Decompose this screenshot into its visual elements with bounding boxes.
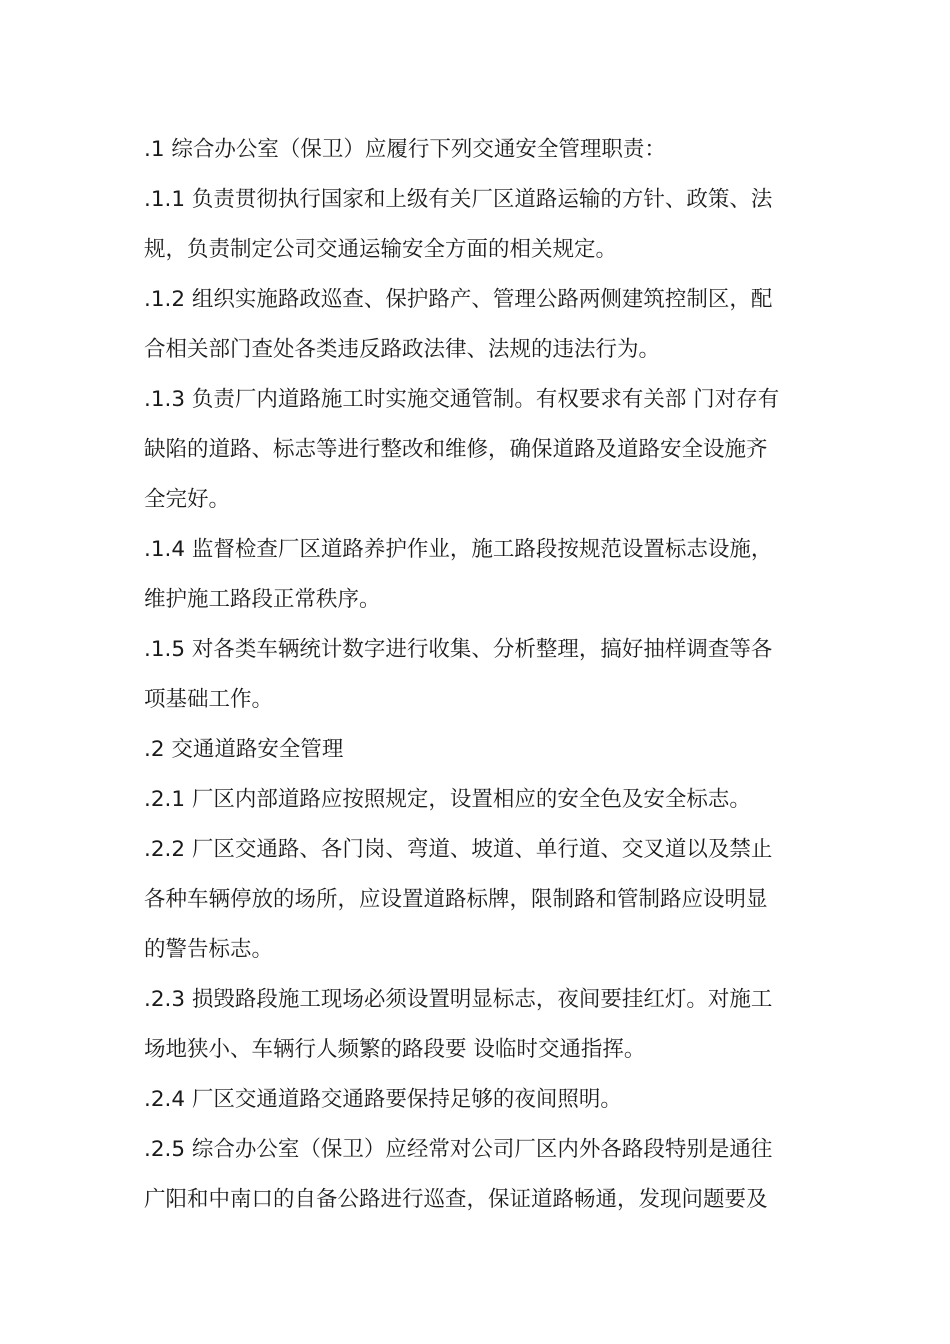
paragraph-line: .1.1 负责贯彻执行国家和上级有关厂区道路运输的方针、政策、法 [144,187,773,212]
paragraph-line: .1.2 组织实施路政巡查、保护路产、管理公路两侧建筑控制区，配 [144,287,773,312]
paragraph-line: .2.4 厂区交通道路交通路要保持足够的夜间照明。 [144,1087,622,1112]
paragraph-line: .2.2 厂区交通路、各门岗、弯道、坡道、单行道、交叉道以及禁止 [144,837,773,862]
section-heading: .1 综合办公室（保卫）应履行下列交通安全管理职责： [144,137,666,162]
paragraph-line: .1.3 负责厂内道路施工时实施交通管制。有权要求有关部 门对存有 [144,387,780,412]
paragraph-line: 的警告标志。 [144,937,274,962]
paragraph-line: 缺陷的道路、标志等进行整改和维修，确保道路及道路安全设施齐 [144,437,768,462]
paragraph-line: 各种车辆停放的场所，应设置道路标牌，限制路和管制路应设明显 [144,887,768,912]
paragraph-line: 规，负责制定公司交通运输安全方面的相关规定。 [144,237,618,262]
document-body [144,125,809,1225]
paragraph-line: 合相关部门查处各类违反路政法律、法规的违法行为。 [144,337,661,362]
paragraph-line: 场地狭小、车辆行人频繁的路段要 设临时交通指挥。 [144,1037,646,1062]
paragraph-line: 全完好。 [144,487,231,512]
section-heading: .2 交通道路安全管理 [144,737,344,762]
paragraph-line: .2.3 损毁路段施工现场必须设置明显标志，夜间要挂红灯。对施工 [144,987,773,1012]
paragraph-line: 维护施工路段正常秩序。 [144,587,381,612]
paragraph-line: .2.1 厂区内部道路应按照规定，设置相应的安全色及安全标志。 [144,787,751,812]
paragraph-line: .2.5 综合办公室（保卫）应经常对公司厂区内外各路段特别是通往 [144,1137,773,1162]
paragraph-line: 项基础工作。 [144,687,274,712]
paragraph-line: 广阳和中南口的自备公路进行巡查，保证道路畅通，发现问题要及 [144,1187,768,1212]
paragraph-line: .1.4 监督检查厂区道路养护作业，施工路段按规范设置标志设施， [144,537,773,562]
paragraph-line: .1.5 对各类车辆统计数字进行收集、分析整理，搞好抽样调查等各 [144,637,773,662]
